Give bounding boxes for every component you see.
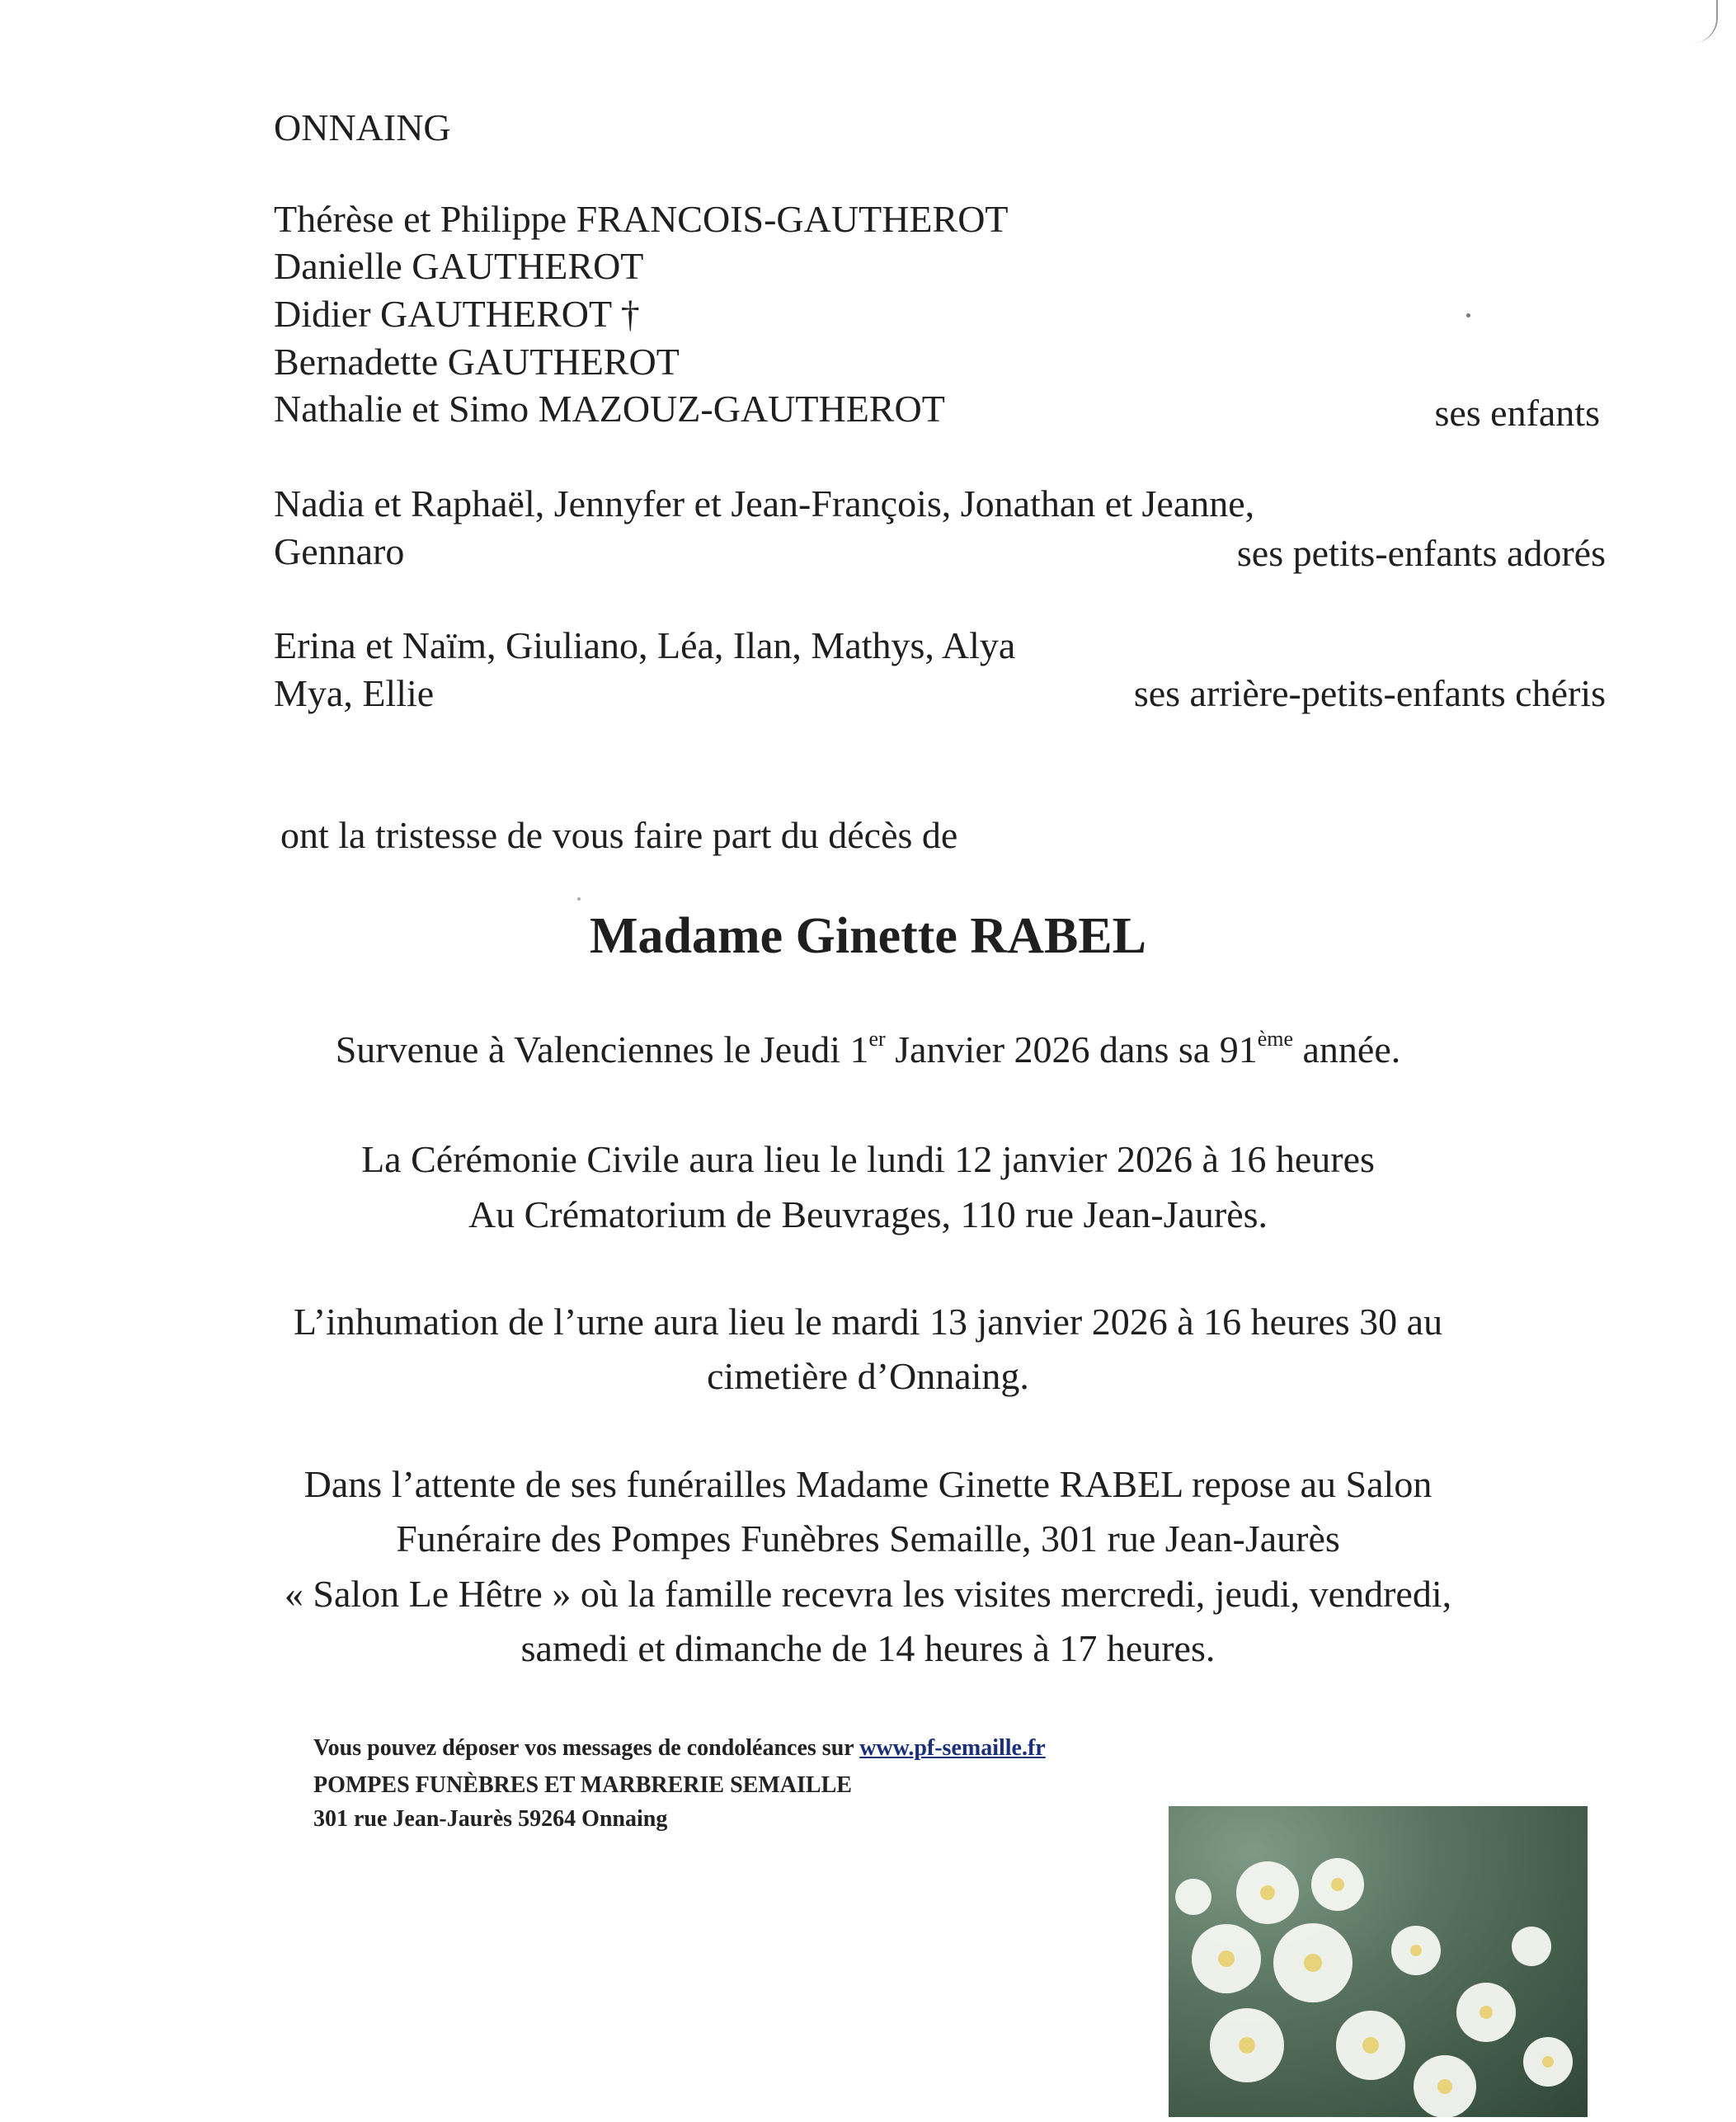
condolences-line — [313, 1735, 1046, 1762]
grandchildren-line: Gennaro — [274, 530, 405, 572]
flowers-photo — [1169, 1806, 1588, 2117]
scan-edge-mark — [1691, 0, 1718, 43]
company-address: 301 rue Jean-Jaurès 59264 Onnaing — [313, 1806, 668, 1832]
announcement-text: ont la tristesse de vous faire part du décès de — [280, 814, 958, 856]
death-notice — [0, 1027, 1736, 1070]
burial-line: cimetière d’Onnaing. — [707, 1355, 1029, 1397]
death-text: Survenue à Valenciennes le Jeudi 1 — [335, 1028, 869, 1070]
grandchildren-label: ses petits-enfants adorés — [1236, 532, 1606, 574]
death-superscript: er — [868, 1027, 886, 1051]
deceased-name: Madame Ginette RABEL — [589, 908, 1147, 964]
website-link[interactable]: www.pf-semaille.fr — [859, 1735, 1046, 1761]
white-flowers-image — [1169, 1806, 1588, 2117]
visitation-line: « Salon Le Hêtre » où la famille recevra les visites mercredi, jeudi, vendredi, — [284, 1573, 1452, 1615]
visitation-line: samedi et dimanche de 14 heures à 17 heures. — [520, 1627, 1216, 1669]
visitation-line: Dans l’attente de ses funérailles Madame Ginette RABEL repose au Salon — [303, 1463, 1433, 1505]
visitation-line: Funéraire des Pompes Funèbres Semaille, 301 rue Jean-Jaurès — [396, 1517, 1340, 1560]
company-name: POMPES FUNÈBRES ET MARBRERIE SEMAILLE — [313, 1772, 852, 1798]
grandchildren-line: Nadia et Raphaël, Jennyfer et Jean-François, Jonathan et Jeanne, — [274, 482, 1255, 525]
death-text: Janvier 2026 dans sa 91 — [885, 1028, 1258, 1070]
child-name: Nathalie et Simo MAZOUZ-GAUTHEROT — [274, 388, 945, 430]
ceremony-line: Au Crématorium de Beuvrages, 110 rue Jean-Jaurès. — [468, 1193, 1268, 1235]
child-name: Danielle GAUTHEROT — [274, 245, 644, 287]
condolences-text: Vous pouvez déposer vos messages de condoléances sur — [313, 1735, 860, 1761]
burial-line: L’inhumation de l’urne aura lieu le mardi 13 janvier 2026 à 16 heures 30 au — [293, 1301, 1443, 1343]
death-superscript: ème — [1257, 1027, 1294, 1051]
child-name: Didier GAUTHEROT † — [274, 293, 640, 335]
death-text: année. — [1293, 1028, 1401, 1070]
great-grandchildren-line: Mya, Ellie — [274, 672, 435, 714]
child-name: Bernadette GAUTHEROT — [274, 341, 680, 383]
child-name: Thérèse et Philippe FRANCOIS-GAUTHEROT — [274, 198, 1009, 240]
children-label: ses enfants — [1434, 392, 1600, 434]
scan-speck — [577, 897, 581, 901]
great-grandchildren-line: Erina et Naïm, Giuliano, Léa, Ilan, Mathys, Alya — [274, 624, 1016, 666]
great-grandchildren-label: ses arrière-petits-enfants chéris — [1133, 672, 1606, 714]
scan-speck — [1466, 313, 1470, 318]
ceremony-line: La Cérémonie Civile aura lieu le lundi 12 janvier 2026 à 16 heures — [361, 1138, 1375, 1180]
town-heading: ONNAING — [274, 106, 451, 148]
